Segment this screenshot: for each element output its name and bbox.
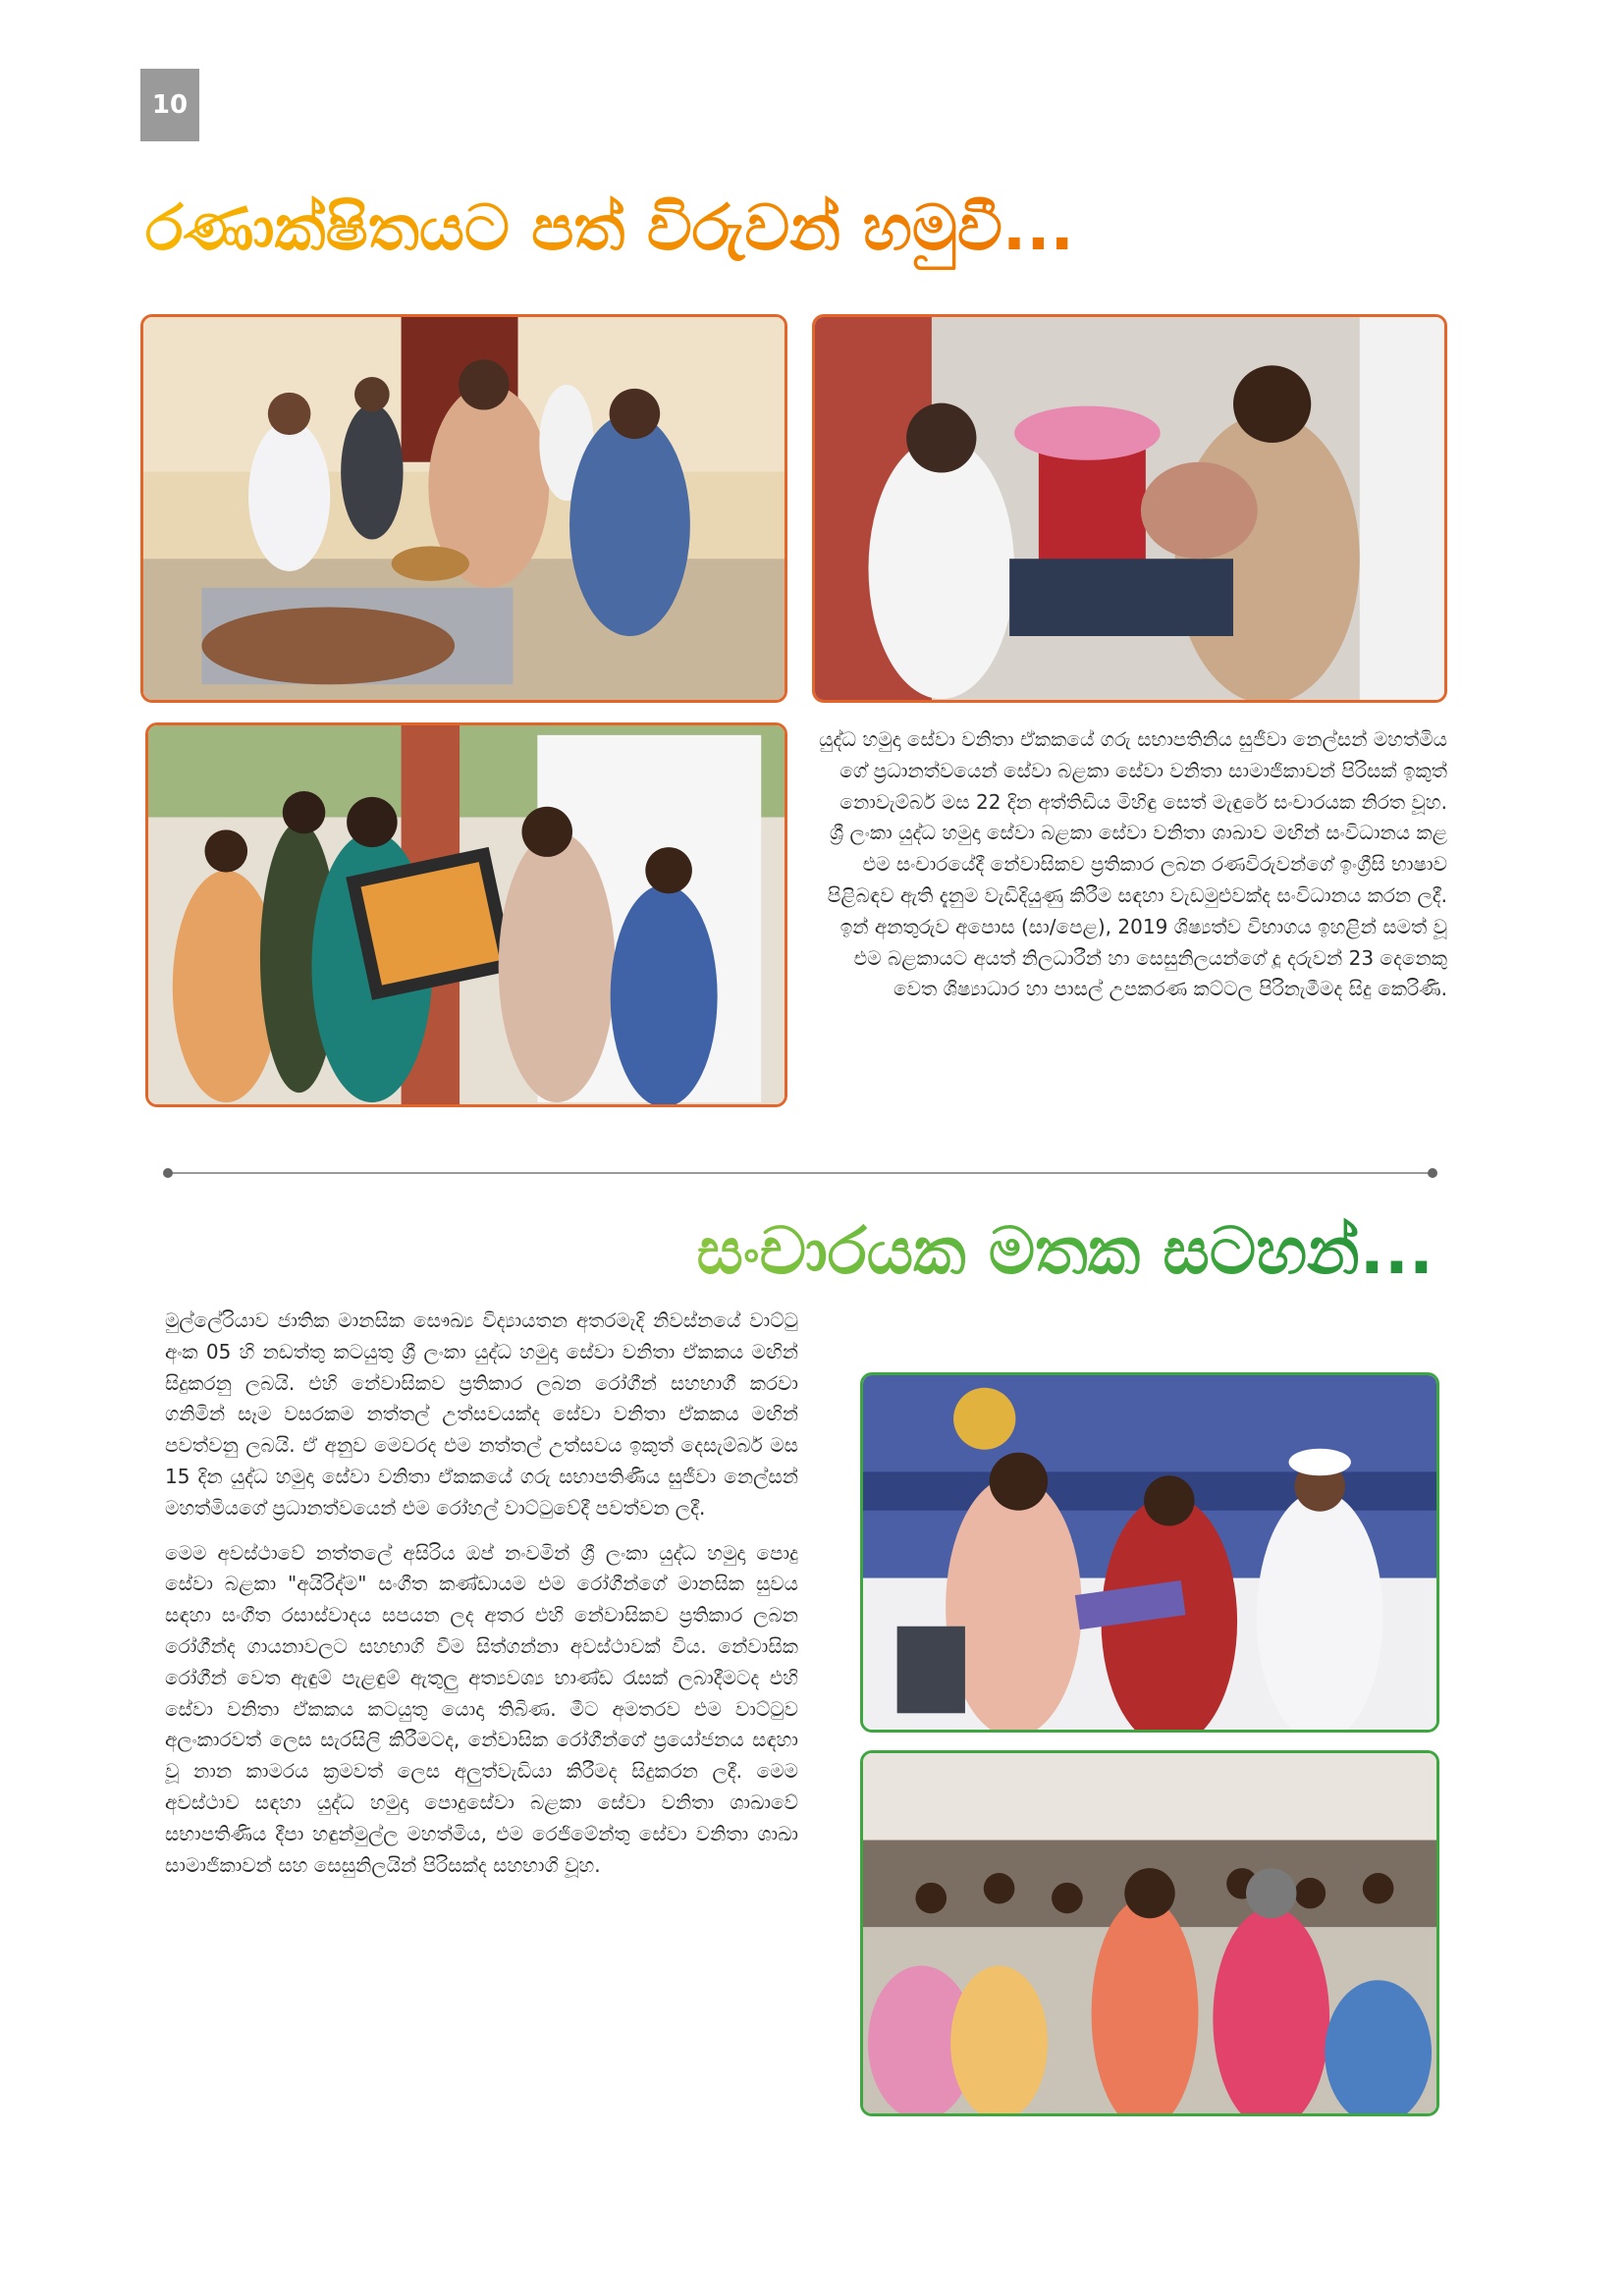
page-number: 10 bbox=[140, 69, 199, 141]
article2-text bbox=[165, 1306, 798, 1881]
painting-presentation-photo bbox=[145, 722, 787, 1107]
article1-title: රණාක්ෂිතයට පත් විරුවන් හමුවී... bbox=[145, 175, 1422, 283]
hospital-visit-photo bbox=[140, 314, 787, 703]
article1-paragraph-2: ශ්‍රී ලංකා යුද්ධ හමුදා සේවා බළකා සේවා වනිතා ශාඛාව මඟින් සංවිධානය කළ එම සංචාරයේදී නේවාසිකව ප්‍රතිකාර ලබන රණවිරුවන්ගේ ඉංග්‍රීසි භාෂාව පිළිබඳව ඇති දැනුම වැඩිදියුණු කිරීම සඳහා වැඩමුළුවක්ද සංවිධානය කරන ලදී. ඉන් අනතුරුව අපොස (සා/පෙළ), 2019 ශිෂ්‍යත්ව විභාගය ඉහළින් සමත් වූ එම බළකායට අයත් නිලධාරීන් හා සෙසුනිලයන්ගේ දූ දරුවන් 23 දෙනෙකු වෙත ශිෂ්‍යාධාර හා පාසල් උපකරණ කට්ටල පිරිනැමීමද සිදු කෙරිණි. bbox=[827, 821, 1447, 1001]
article1-paragraph-1: යුද්ධ හමුදා සේවා වනිතා ඒකකයේ ගරු සභාපතිනිය සුජීවා නෙල්සන් මහත්මිය ගේ ප්‍රධානත්වයෙන් සේවා බළකා සේවා වනිතා සාමාජිකාවන් පිරිසක් ඉකුත් නොවැම්බර් මස 22 දින අත්තිඩිය මිහිඳු සෙත් මැඳුරේ සංචාරයක නිරත වූහ. bbox=[819, 727, 1447, 814]
article2-paragraph-1: මුල්ලේරියාව ජාතික මානසික සෞඛ්‍ය විද්‍යායතන අතරමැදි නිවස්නයේ වාට්ටු අංක 05 හි නඩත්තු කටයුතු ශ්‍රී ලංකා යුද්ධ හමුදා සේවා වනිතා ඒකකය මඟින් සිදුකරනු ලබයි. එහි නේවාසිකව ප්‍රතිකාර ලබන රෝගීන් සහභාගී කරවා ගනිමින් සෑම වසරකම නත්තල් උත්සවයක්ද සේවා වනිතා ඒකකය මඟින් පවත්වනු ලබයි. ඒ අනුව මෙවරද එම නත්තල් උත්සවය ඉකුත් දෙසැම්බර් මස 15 දින යුද්ධ හමුදා සේවා වනිතා ඒකකයේ ගරු සභාපතිණිය සුජීවා නෙල්සන් මහත්මියගේ ප්‍රධානත්වයෙන් එම රෝහල් වාට්ටුවේදී පවත්වන ලදී. bbox=[165, 1308, 798, 1520]
article2-paragraph-2: මෙම අවස්ථාවේ නත්තලේ අසිරිය ඔප් නංවමින් ශ්‍රී ලංකා යුද්ධ හමුදා පොදු සේවා බළකා "අයිරිද්ම" සංගීත කණ්ඩායම එම රෝගීන්ගේ මානසික සුවය සඳහා සංගීත රසාස්වාදය සපයන ලද අතර එහි නේවාසිකව ප්‍රතිකාර ලබන රෝගීන්ද ගායනාවලට සහභාගි වීම සිත්ගන්නා අවස්ථාවක් විය. නේවාසික රෝගීන් වෙත ඇඳුම් පැළඳුම් ඇතුලු අත්‍යවශ්‍ය භාණ්ඩ රැසක් ලබාදීමටද එහි සේවා වනිතා ඒකකය කටයුතු යොදා තිබිණ. මීට අමතරව එම වාට්ටුව අලංකාරවත් ලෙස සැරසිලි කිරීමටද, නේවාසික රෝගීන්ගේ ප්‍රයෝජනය සඳහා වූ නාන කාමරය ක්‍රමවත් ලෙස අලුත්වැඩියා කිරීමද සිදුකරන ලදී. මෙම අවස්ථාව සඳහා යුද්ධ හමුදා පොදුසේවා බළකා සේවා වනිතා ශාඛාවේ සභාපතිණිය දීපා හඳුන්මුල්ල මහත්මිය, එම රෙජිමේන්තු සේවා වනිතා ශාඛා සාමාජිකාවන් සහ සෙසුනිලයින් පිරිසක්ද සහභාගි වූහ. bbox=[165, 1540, 798, 1877]
christmas-gift-photo bbox=[860, 1372, 1439, 1733]
article2-title: සංචාරයක මතක සටහන්... bbox=[677, 1198, 1434, 1306]
section-divider bbox=[168, 1172, 1433, 1174]
musical-event-photo bbox=[860, 1750, 1439, 2116]
article1-text bbox=[811, 724, 1447, 1005]
student-award-photo bbox=[812, 314, 1447, 703]
